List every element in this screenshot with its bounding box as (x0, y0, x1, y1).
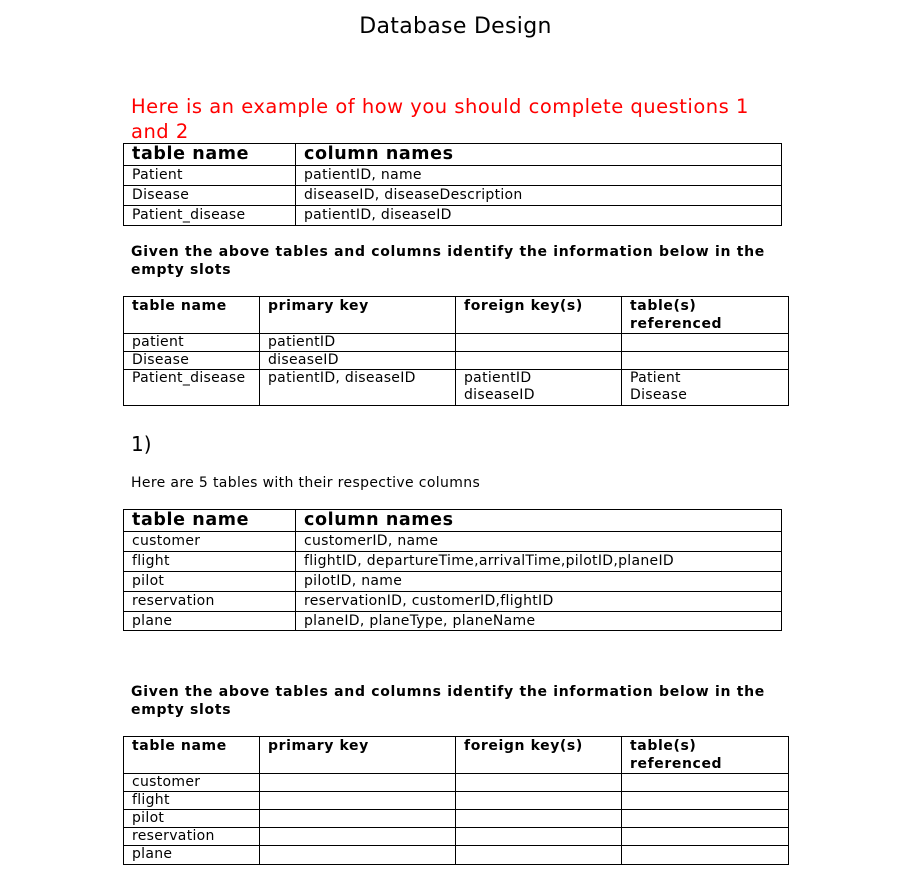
cell-table-name: customer (124, 774, 260, 792)
cell-column-names: planeID, planeType, planeName (296, 612, 782, 631)
cell-column-names: patientID, diseaseID (296, 206, 782, 226)
cell-primary-key[interactable] (260, 774, 456, 792)
cell-table-name: Patient_disease (124, 370, 260, 406)
table-row (124, 552, 782, 572)
cell-foreign-keys[interactable] (456, 810, 622, 828)
cell-table-name: reservation (124, 592, 296, 612)
example-keys-table (123, 296, 789, 406)
table-row (124, 792, 789, 810)
example-intro: Here is an example of how you should complete questions 1 and 2 (131, 95, 749, 143)
table-row (124, 572, 782, 592)
table-row (124, 774, 789, 792)
cell-column-names: pilotID, name (296, 572, 782, 592)
cell-table-name: patient (124, 334, 260, 352)
cell-foreign-keys (456, 352, 622, 370)
cell-table-name: flight (124, 792, 260, 810)
table-row (124, 828, 789, 846)
table-row (124, 810, 789, 828)
header-table-name: table name (124, 297, 260, 334)
header-table-name: table name (124, 737, 260, 774)
q1-keys-table (123, 736, 789, 865)
cell-tables-referenced[interactable] (622, 774, 789, 792)
cell-tables-referenced[interactable] (622, 810, 789, 828)
header-foreign-keys: foreign key(s) (456, 297, 622, 334)
cell-table-name: Disease (124, 352, 260, 370)
table-row (124, 370, 789, 406)
cell-foreign-keys (456, 334, 622, 352)
cell-column-names: flightID, departureTime,arrivalTime,pilotID,planeID (296, 552, 782, 572)
cell-tables-referenced[interactable] (622, 828, 789, 846)
table-row (124, 592, 782, 612)
table-row (124, 186, 782, 206)
header-primary-key: primary key (260, 297, 456, 334)
cell-column-names: diseaseID, diseaseDescription (296, 186, 782, 206)
cell-table-name: plane (124, 612, 296, 631)
cell-primary-key[interactable] (260, 810, 456, 828)
cell-foreign-keys[interactable] (456, 774, 622, 792)
cell-primary-key: patientID (260, 334, 456, 352)
example-instruction: Given the above tables and columns identify the information below in the empty slots (131, 244, 765, 278)
table-row (124, 206, 782, 226)
cell-foreign-keys[interactable] (456, 846, 622, 865)
table-row (124, 532, 782, 552)
table-row (124, 166, 782, 186)
cell-table-name: reservation (124, 828, 260, 846)
cell-table-name: Patient_disease (124, 206, 296, 226)
cell-foreign-keys[interactable] (456, 828, 622, 846)
header-column-names: column names (296, 510, 782, 532)
page-title: Database Design (359, 14, 552, 39)
q1-columns-table (123, 509, 782, 631)
q1-instruction: Given the above tables and columns identify the information below in the empty slots (131, 684, 765, 718)
cell-tables-referenced: Patient Disease (622, 370, 789, 406)
cell-table-name: plane (124, 846, 260, 865)
header-tables-referenced: table(s) referenced (622, 297, 789, 334)
cell-foreign-keys[interactable] (456, 792, 622, 810)
table-row (124, 334, 789, 352)
header-table-name: table name (124, 144, 296, 166)
cell-tables-referenced (622, 352, 789, 370)
header-tables-referenced: table(s) referenced (622, 737, 789, 774)
cell-primary-key: patientID, diseaseID (260, 370, 456, 406)
header-table-name: table name (124, 510, 296, 532)
cell-tables-referenced (622, 334, 789, 352)
cell-table-name: flight (124, 552, 296, 572)
question-number: 1) (131, 432, 152, 456)
table-row (124, 846, 789, 865)
table-row (124, 352, 789, 370)
cell-primary-key: diseaseID (260, 352, 456, 370)
cell-column-names: customerID, name (296, 532, 782, 552)
cell-column-names: patientID, name (296, 166, 782, 186)
cell-table-name: Disease (124, 186, 296, 206)
cell-primary-key[interactable] (260, 828, 456, 846)
cell-foreign-keys: patientID diseaseID (456, 370, 622, 406)
cell-tables-referenced[interactable] (622, 792, 789, 810)
cell-primary-key[interactable] (260, 792, 456, 810)
cell-primary-key[interactable] (260, 846, 456, 865)
header-column-names: column names (296, 144, 782, 166)
header-foreign-keys: foreign key(s) (456, 737, 622, 774)
question-text: Here are 5 tables with their respective columns (131, 475, 481, 491)
example-columns-table (123, 143, 782, 226)
header-primary-key: primary key (260, 737, 456, 774)
cell-column-names: reservationID, customerID,flightID (296, 592, 782, 612)
cell-table-name: Patient (124, 166, 296, 186)
cell-table-name: pilot (124, 810, 260, 828)
table-row (124, 612, 782, 631)
cell-table-name: pilot (124, 572, 296, 592)
cell-tables-referenced[interactable] (622, 846, 789, 865)
cell-table-name: customer (124, 532, 296, 552)
